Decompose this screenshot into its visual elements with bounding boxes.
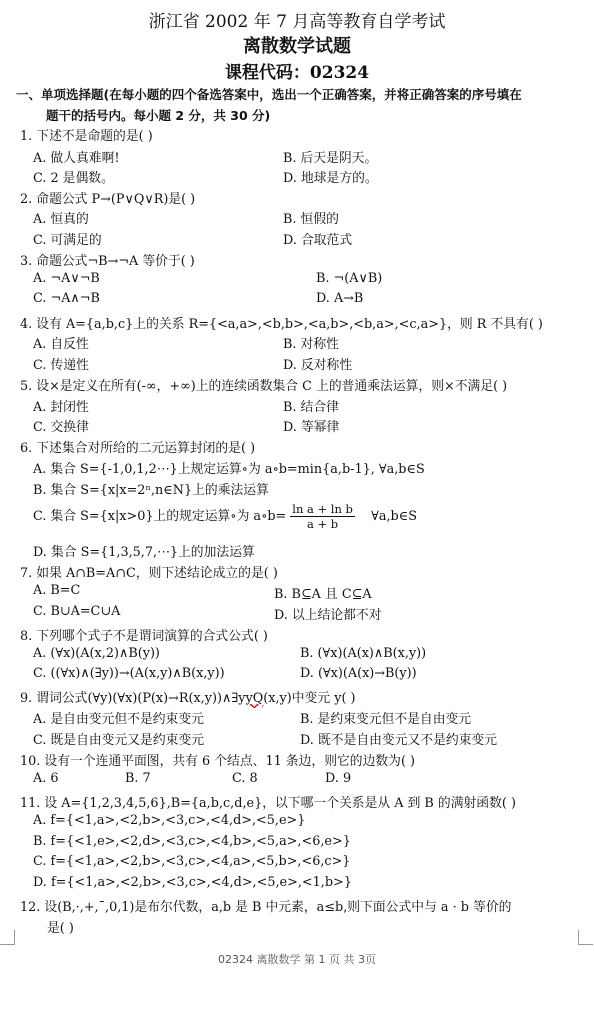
option-8d: D. (∀x)(A(x)→B(y)) [300,666,417,681]
option-10b: B. 7 [125,771,151,786]
option-7a: A. B=C [33,583,81,598]
option-4c: C. 传递性 [33,358,89,373]
question-11: 11. 设 A={1,2,3,4,5,6},B={a,b,c,d,e}，以下哪一个关系是从 A 到 B 的满射函数( ) [20,796,516,811]
section-instructions [16,84,582,126]
option-2b: B. 恒假的 [283,212,339,227]
option-6a: A. 集合 S={-1,0,1,2⋯}上规定运算∘为 a∘b=min{a,b-1}, ∀a,b∈S [33,462,425,477]
option-4b: B. 对称性 [283,337,339,352]
question-9 [20,687,356,706]
fraction-numerator: ln a + ln b [292,502,353,516]
option-7c: C. B∪A=C∪A [33,604,121,619]
option-5b: B. 结合律 [283,400,339,415]
option-5a: A. 封闭性 [33,400,89,415]
option-4d: D. 反对称性 [283,358,353,373]
option-10a: A. 6 [33,771,59,786]
option-3c: C. ¬A∧¬B [33,291,100,306]
option-8b: B. (∀x)(A(x)∧B(x,y)) [300,646,427,661]
question-4: 4. 设有 A={a,b,c}上的关系 R={<a,a>,<b,b>,<a,b>,<b,a>,<c,a>}，则 R 不具有( ) [20,317,543,332]
question-10: 10. 设有一个连通平面图，共有 6 个结点、11 条边，则它的边数为( ) [20,754,416,769]
question-5: 5. 设×是定义在所有(-∞，+∞)上的连续函数集合 C 上的普通乘法运算，则×不满足( ) [20,379,508,394]
question-2: 2. 命题公式 P→(P∨Q∨R)是( ) [20,192,196,207]
section-line-2: 题干的括号内。每小题 2 分，共 30 分) [46,108,271,123]
option-1b: B. 后天是阴天。 [283,151,378,166]
section-line-1: 一、单项选择题(在每小题的四个备选答案中，选出一个正确答案，并将正确答案的序号填在 [16,87,522,102]
page-footer: 02324 离散数学 第 1 页 共 3页 [218,953,376,966]
option-10d: D. 9 [325,771,352,786]
option-2c: C. 可满足的 [33,233,102,248]
option-2d: D. 合取范式 [283,233,353,248]
question-12-line-2: 是( ) [47,921,74,936]
question-7: 7. 如果 A∩B=A∩C，则下述结论成立的是( ) [20,566,278,581]
option-11d: D. f={<1,a>,<2,b>,<3,c>,<4,d>,<5,e>,<1,b>} [33,875,352,890]
option-6c-text: C. 集合 S={x|x>0}上的规定运算∘为 a∘b= [33,509,287,524]
option-6b: B. 集合 S={x|x=2ⁿ,n∈N}上的乘法运算 [33,483,269,498]
option-9b: B. 是约束变元但不是自由变元 [300,712,472,727]
option-10c: C. 8 [232,771,258,786]
option-5c: C. 交换律 [33,420,89,435]
option-4a: A. 自反性 [33,337,89,352]
option-3a: A. ¬A∨¬B [33,271,100,286]
option-6d: D. 集合 S={1,3,5,7,⋯}上的加法运算 [33,545,255,560]
subject-title: 离散数学试题 [243,36,351,57]
option-1a: A. 做人真难啊! [33,151,120,166]
option-11b: B. f={<1,e>,<2,d>,<3,c>,<4,b>,<5,a>,<6,e>} [33,834,351,849]
fraction-denominator: a + b [307,517,339,531]
question-1: 1. 下述不是命题的是( ) [20,129,153,144]
corner-mark-left [0,930,15,945]
option-8c: C. ((∀x)∧(∃y))→(A(x,y)∧B(x,y)) [33,666,225,681]
option-1c: C. 2 是偶数。 [33,171,114,186]
option-9c: C. 既是自由变元又是约束变元 [33,733,205,748]
question-6: 6. 下述集合对所给的二元运算封闭的是( ) [20,441,256,456]
option-7b: B. B⊆A 且 C⊆A [274,587,372,602]
question-9-text-end: (x,y)中变元 y( ) [263,691,356,706]
option-2a: A. 恒真的 [33,212,89,227]
option-9d: D. 既不是自由变元又不是约束变元 [300,733,498,748]
question-3: 3. 命题公式¬B→¬A 等价于( ) [20,254,195,269]
corner-mark-right [578,930,593,945]
option-6c [33,502,417,531]
question-12: 12. 设(B,·,+,¯,0,1)是布尔代数，a,b 是 B 中元素，a≤b,则下面公式中与 a · b 等价的 [20,900,512,915]
option-7d: D. 以上结论都不对 [274,608,382,623]
option-5d: D. 等幂律 [283,420,340,435]
option-6c-quantifier: ∀a,b∈S [371,509,417,524]
option-11c: C. f={<1,a>,<2,b>,<3,c>,<4,a>,<5,b>,<6,c>} [33,854,351,869]
course-code: 课程代码：02324 [224,63,370,83]
question-9-text: 9. 谓词公式(∀y)(∀x)(P(x)→R(x,y))∧∃y [20,691,246,706]
question-8: 8. 下列哪个式子不是谓词演算的合式公式( ) [20,629,268,644]
option-9a: A. 是自由变元但不是约束变元 [33,712,204,727]
option-8a: A. (∀x)(A(x,2)∧B(y)) [33,646,160,661]
option-3b: B. ¬(A∨B) [316,271,383,286]
exam-title: 浙江省 2002 年 7 月高等教育自学考试 [148,12,446,32]
fraction [290,502,355,531]
option-3d: D. A→B [316,291,364,306]
option-11a: A. f={<1,a>,<2,b>,<3,c>,<4,d>,<5,e>} [33,813,306,828]
question-9-underlined: yQ [245,691,264,706]
option-1d: D. 地球是方的。 [283,171,378,186]
